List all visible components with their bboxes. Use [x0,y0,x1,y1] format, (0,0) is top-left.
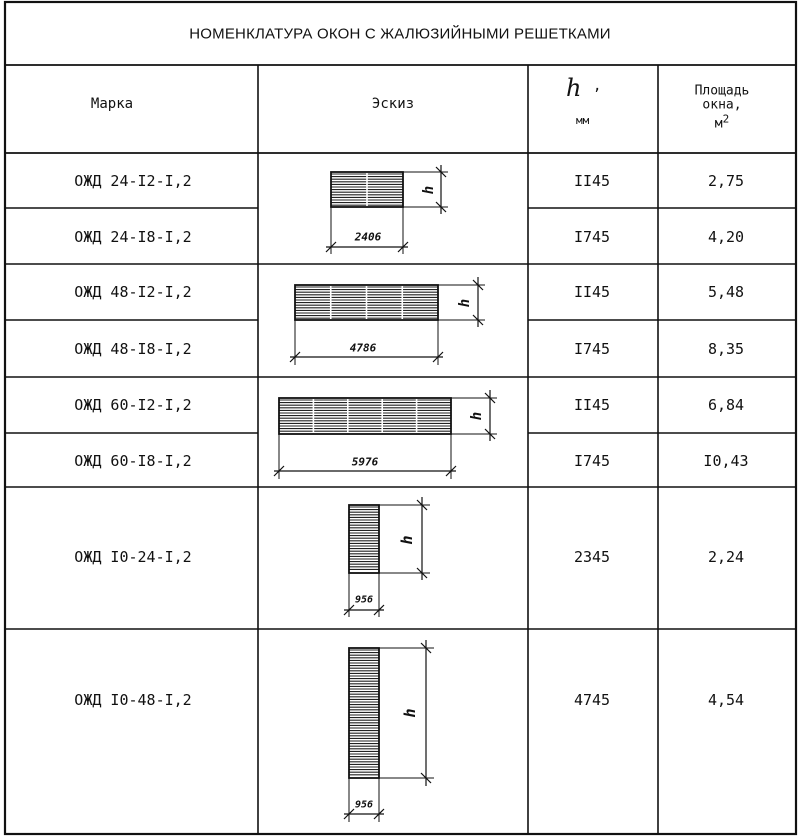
row-h: II45 [573,396,611,414]
row-mark: ОЖД 60-I2-I,2 [74,396,192,414]
sketch-width-label: 2406 [354,230,382,244]
row-area: 4,54 [707,691,745,709]
row-area: 6,84 [707,396,745,414]
area-unit-sup: 2 [722,112,730,126]
window-sketch-3 [274,390,497,479]
window-frame [331,172,403,207]
header-area [695,84,750,131]
row-mark: ОЖД 24-I2-I,2 [74,172,192,190]
sketch-height-label: h [469,411,485,421]
window-sketch-5 [344,640,434,822]
window-frame [349,505,379,573]
sketch-height-label: h [401,708,419,718]
row-h: 4745 [573,691,611,709]
header-sketch: Эскиз [371,96,415,112]
row-h: II45 [573,172,611,190]
window-outline [349,648,379,778]
sketch-height-label: h [398,535,416,545]
window-sketch-2 [290,277,485,365]
area-line-1: Площадь [694,83,750,99]
row-area: 5,48 [707,283,745,301]
header-height [548,74,628,134]
row-mark: ОЖД 60-I8-I,2 [74,452,192,470]
area-unit-line [695,112,750,131]
row-h: II45 [573,283,611,301]
sketch-width-label: 956 [354,799,374,811]
table-title: НОМЕНКЛАТУРА ОКОН С ЖАЛЮЗИЙНЫМИ РЕШЕТКАМИ [189,25,611,43]
row-h: 2345 [573,548,611,566]
sketch-width-label: 956 [354,594,374,606]
row-area: I0,43 [703,452,749,470]
height-symbol: h [566,74,582,102]
sketch-width-label: 5976 [351,455,379,469]
row-h: I745 [573,452,611,470]
sketch-height-label: h [457,298,473,308]
window-frame [349,648,379,778]
row-mark: ОЖД 48-I2-I,2 [74,283,192,301]
row-mark: ОЖД I0-24-I,2 [74,548,192,566]
row-mark: ОЖД I0-48-I,2 [74,691,192,709]
row-h: I745 [573,340,611,358]
window-frame [279,398,451,434]
row-area: 2,24 [707,548,745,566]
header-mark: Марка [90,96,134,112]
window-sketch-1 [326,165,448,254]
sketch-height-label: h [421,185,437,195]
row-area: 2,75 [707,172,745,190]
sketch-width-label: 4786 [349,341,377,355]
row-area: 8,35 [707,340,745,358]
window-frame [295,285,438,320]
row-area: 4,20 [707,228,745,246]
height-comma: , [593,78,602,94]
row-mark: ОЖД 24-I8-I,2 [74,228,192,246]
height-unit: мм [576,114,590,127]
area-line-2: окна, [702,97,742,113]
area-unit: м [714,116,723,132]
row-h: I745 [573,228,611,246]
row-mark: ОЖД 48-I8-I,2 [74,340,192,358]
